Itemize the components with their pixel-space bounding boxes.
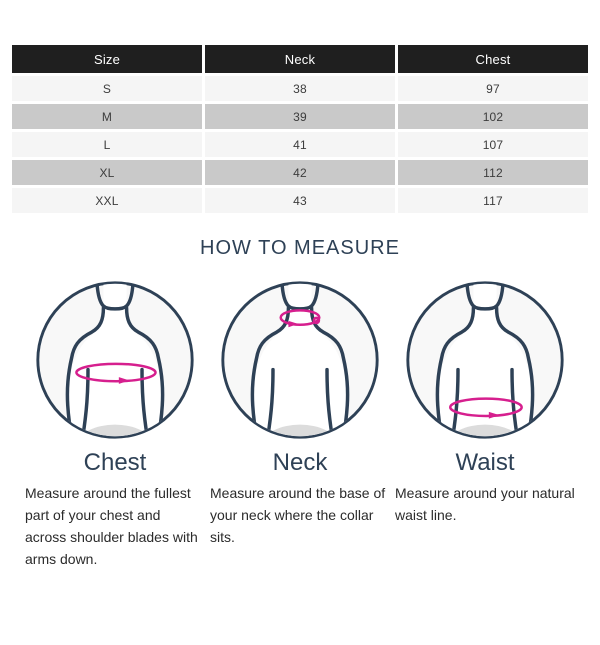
torso-neck-measure-icon: [218, 278, 382, 442]
table-cell-chest: 112: [398, 160, 588, 185]
measure-guide-row: [0, 278, 600, 570]
table-cell-neck: 39: [205, 104, 395, 129]
size-chart-table: [12, 45, 588, 213]
measure-description-waist: Measure around your natural waist line.: [395, 485, 575, 523]
measure-item-chest: [25, 278, 205, 570]
table-cell-chest: 107: [398, 132, 588, 157]
torso-waist-measure-icon: [403, 278, 567, 442]
table-cell-size: L: [12, 132, 202, 157]
measure-label-chest: Chest: [83, 449, 147, 476]
table-cell-neck: 42: [205, 160, 395, 185]
column-header-chest: Chest: [398, 45, 588, 73]
table-cell-size: XXL: [12, 188, 202, 213]
table-cell-neck: 41: [205, 132, 395, 157]
measure-label-waist: Waist: [455, 449, 515, 476]
table-cell-size: M: [12, 104, 202, 129]
size-guide-page: [0, 45, 600, 645]
measure-description-neck: Measure around the base of your neck where the collar sits.: [210, 485, 386, 545]
torso-chest-measure-icon: [33, 278, 197, 442]
how-to-measure-heading: HOW TO MEASURE: [200, 237, 400, 259]
table-cell-size: S: [12, 76, 202, 101]
table-cell-size: XL: [12, 160, 202, 185]
measure-description-chest: Measure around the fullest part of your chest and across shoulder blades with arms down.: [25, 485, 198, 567]
column-header-neck: Neck: [205, 45, 395, 73]
measure-label-neck: Neck: [272, 449, 328, 476]
measure-item-neck: [210, 278, 390, 570]
table-cell-chest: 117: [398, 188, 588, 213]
table-cell-chest: 102: [398, 104, 588, 129]
table-cell-neck: 38: [205, 76, 395, 101]
table-cell-chest: 97: [398, 76, 588, 101]
table-cell-neck: 43: [205, 188, 395, 213]
column-header-size: Size: [12, 45, 202, 73]
measure-item-waist: [395, 278, 575, 570]
